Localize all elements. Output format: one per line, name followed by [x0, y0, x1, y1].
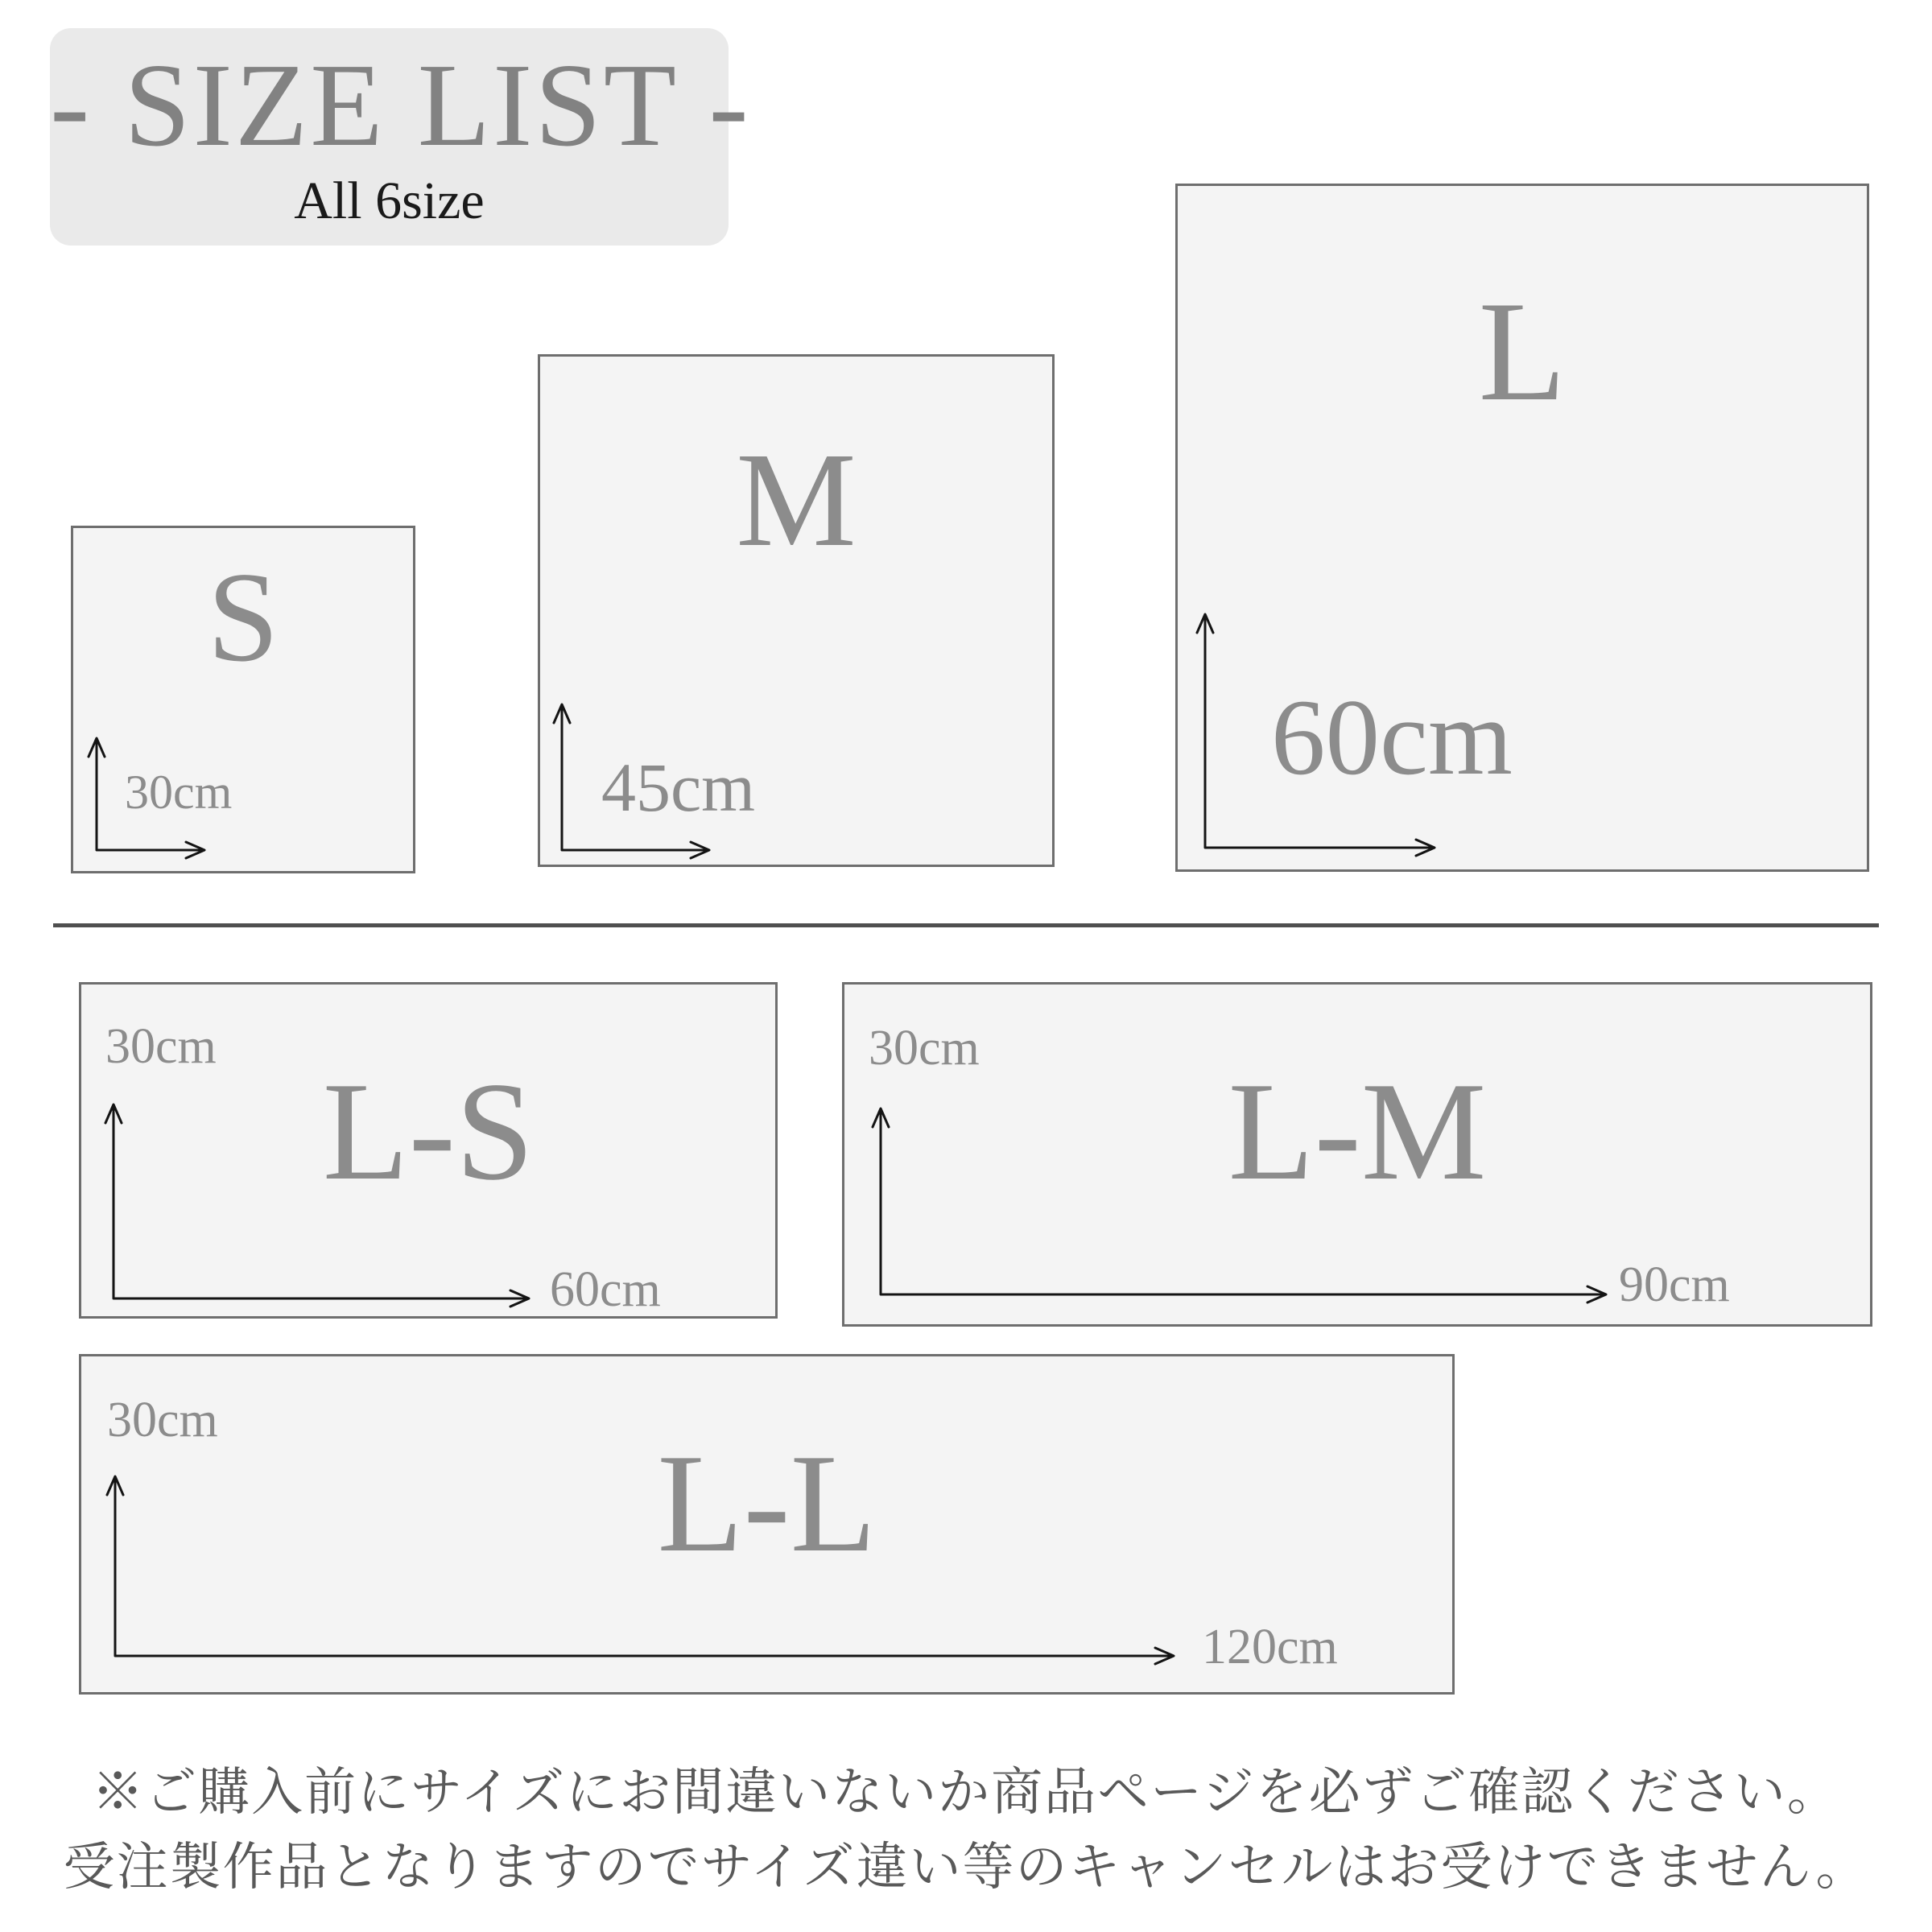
size-label-l: L — [1478, 271, 1567, 431]
note-line-1: ※ご購入前にサイズにお間違いないか商品ページを必ずご確認ください。 — [92, 1764, 1840, 1821]
size-box-ll — [79, 1354, 1455, 1695]
height-dimension-ls: 30cm — [105, 1019, 217, 1074]
dimension-arrows-icon — [1178, 186, 1867, 869]
size-label-lm: L-M — [1228, 1053, 1487, 1209]
page-subtitle: All 6size — [294, 171, 485, 230]
width-dimension-ll: 120cm — [1202, 1620, 1338, 1674]
size-box-ls — [79, 982, 778, 1319]
dimension-arrows-icon — [844, 985, 1870, 1324]
dimension-arrows-icon — [540, 357, 1052, 865]
size-label-ll: L-L — [657, 1425, 877, 1581]
size-dimension-l: 60cm — [1271, 678, 1513, 798]
section-divider — [53, 923, 1879, 927]
size-label-m: M — [736, 425, 857, 575]
dimension-arrows-icon — [73, 528, 413, 871]
width-dimension-ls: 60cm — [550, 1262, 661, 1317]
size-dimension-m: 45cm — [601, 749, 756, 826]
dimension-arrows-icon — [81, 985, 775, 1316]
size-box-m — [538, 354, 1055, 867]
width-dimension-lm: 90cm — [1619, 1257, 1730, 1312]
page-title: - SIZE LIST - — [50, 39, 751, 171]
size-box-l — [1175, 184, 1869, 872]
height-dimension-lm: 30cm — [869, 1021, 980, 1075]
header-box — [50, 28, 751, 246]
size-label-s: S — [207, 545, 279, 688]
size-box-lm — [842, 982, 1872, 1327]
height-dimension-ll: 30cm — [107, 1393, 218, 1447]
dimension-arrows-icon — [81, 1356, 1452, 1692]
size-box-s — [71, 526, 415, 873]
note-line-2: 受注製作品となりますのでサイズ違い等のキャンセルはお受けできません。 — [63, 1839, 1869, 1896]
size-dimension-s: 30cm — [125, 766, 233, 819]
size-label-ls: L-S — [322, 1053, 535, 1209]
